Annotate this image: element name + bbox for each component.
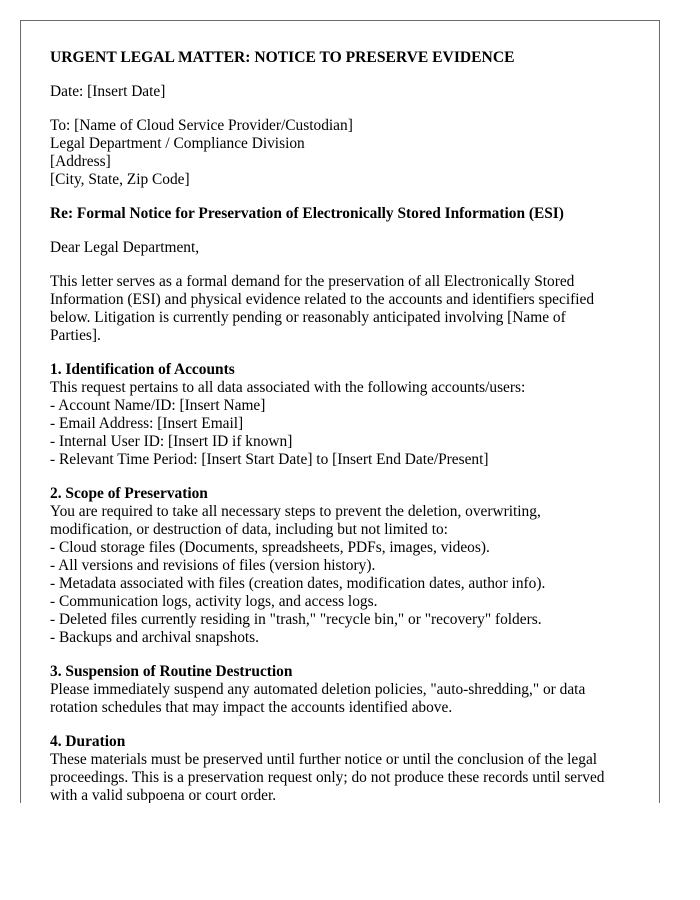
section-body-line: proceedings. This is a preservation request only; do not produce these records until served (50, 769, 605, 786)
section-body-line: with a valid subpoena or court order. (50, 787, 277, 803)
intro-line: Parties]. (50, 327, 101, 344)
recipient-line-city: [City, State, Zip Code] (50, 171, 190, 188)
section-suspension-of-routine-destruction (50, 663, 640, 717)
account-list (50, 397, 640, 469)
section-body-line: These materials must be preserved until further notice or until the conclusion of the legal (50, 751, 598, 768)
document-page (20, 20, 660, 803)
list-item: - Communication logs, activity logs, and access logs. (50, 593, 378, 610)
section-heading: 2. Scope of Preservation (50, 485, 208, 502)
intro-paragraph (50, 273, 640, 345)
intro-line: This letter serves as a formal demand for the preservation of all Electronically Stored (50, 273, 575, 290)
section-body-line: This request pertains to all data associated with the following accounts/users: (50, 379, 526, 396)
list-item: - Email Address: [Insert Email] (50, 415, 244, 432)
list-item: - Cloud storage files (Documents, spreadsheets, PDFs, images, videos). (50, 539, 490, 556)
section-identification-of-accounts (50, 361, 640, 469)
section-body-line: rotation schedules that may impact the accounts identified above. (50, 699, 453, 716)
subject-line: Re: Formal Notice for Preservation of Electronically Stored Information (ESI) (50, 205, 564, 222)
list-item: - Deleted files currently residing in "trash," "recycle bin," or "recovery" folders. (50, 611, 542, 628)
scope-list (50, 539, 640, 647)
section-body-line: You are required to take all necessary steps to prevent the deletion, overwriting, (50, 503, 541, 520)
recipient-block (50, 117, 640, 189)
section-heading: 4. Duration (50, 733, 126, 750)
intro-line: below. Litigation is currently pending or reasonably anticipated involving [Name of (50, 309, 566, 326)
list-item: - All versions and revisions of files (version history). (50, 557, 376, 574)
document-content (50, 49, 640, 803)
list-item: - Internal User ID: [Insert ID if known] (50, 433, 293, 450)
section-duration (50, 733, 640, 803)
section-heading: 3. Suspension of Routine Destruction (50, 663, 293, 680)
section-heading: 1. Identification of Accounts (50, 361, 235, 378)
list-item: - Account Name/ID: [Insert Name] (50, 397, 266, 414)
list-item: - Backups and archival snapshots. (50, 629, 260, 646)
section-body-line: modification, or destruction of data, including but not limited to: (50, 521, 448, 538)
list-item: - Relevant Time Period: [Insert Start Date] to [Insert End Date/Present] (50, 451, 489, 468)
section-scope-of-preservation (50, 485, 640, 647)
section-body-line: Please immediately suspend any automated deletion policies, "auto-shredding," or data (50, 681, 586, 698)
intro-line: Information (ESI) and physical evidence related to the accounts and identifiers specified (50, 291, 595, 308)
list-item: - Metadata associated with files (creation dates, modification dates, author info). (50, 575, 546, 592)
recipient-line-address: [Address] (50, 153, 111, 170)
recipient-line-department: Legal Department / Compliance Division (50, 135, 305, 152)
document-title: URGENT LEGAL MATTER: NOTICE TO PRESERVE EVIDENCE (50, 49, 515, 66)
date-line: Date: [Insert Date] (50, 83, 166, 100)
salutation: Dear Legal Department, (50, 239, 200, 256)
recipient-line-name: To: [Name of Cloud Service Provider/Custodian] (50, 117, 353, 134)
